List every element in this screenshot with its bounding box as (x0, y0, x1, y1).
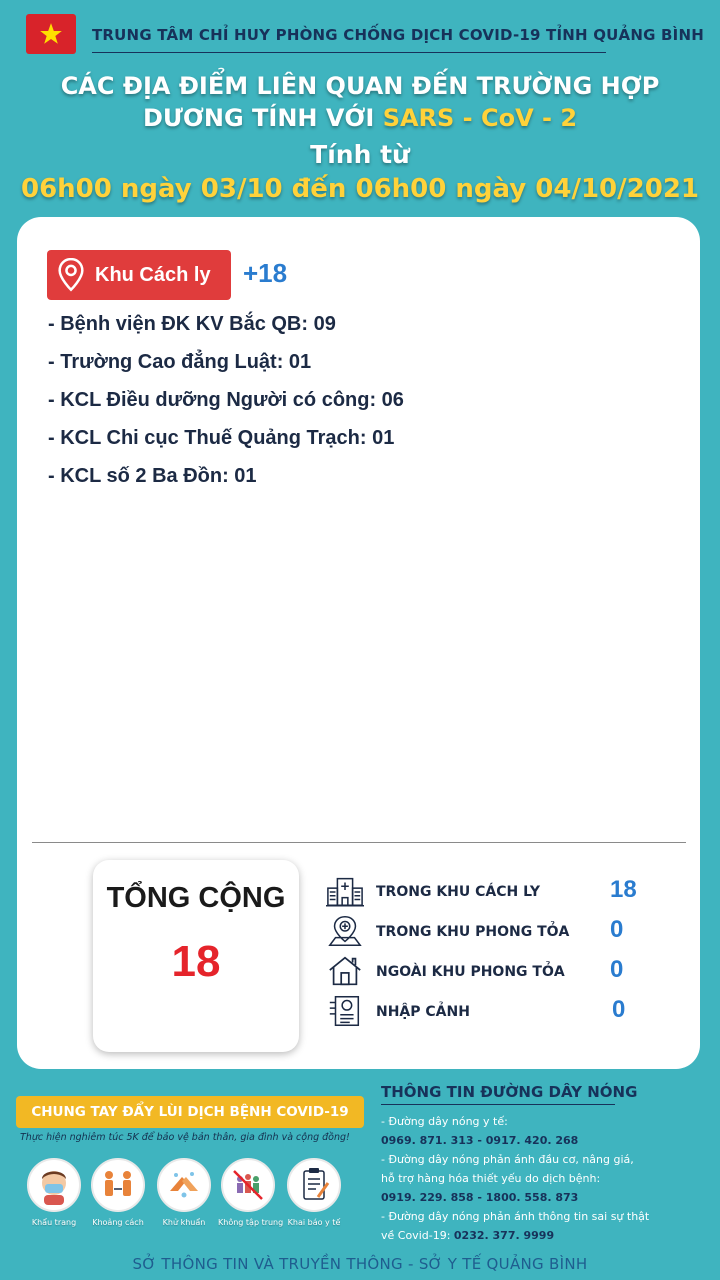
vietnam-flag-icon (26, 14, 76, 54)
card-divider (32, 842, 686, 843)
date-range: 06h00 ngày 03/10 đến 06h00 ngày 04/10/2021 (20, 174, 700, 204)
no-crowd-icon (228, 1165, 268, 1205)
stat-label: NGOÀI KHU PHONG TỎA (376, 964, 565, 980)
lockdown-pin-icon (326, 914, 364, 948)
rule-mask (24, 1158, 84, 1227)
hand-wash-icon (164, 1165, 204, 1205)
stat-value: 0 (610, 916, 624, 943)
title-line-2-prefix: DƯƠNG TÍNH VỚI (142, 104, 375, 132)
hotline-text-last (381, 1226, 701, 1245)
stat-lockdown-inside (326, 914, 656, 950)
campaign-banner: CHUNG TAY ĐẨY LÙI DỊCH BỆNH COVID-19 (16, 1096, 364, 1128)
badge-label: Khu Cách ly (95, 263, 211, 286)
hotline-text: - Đường dây nóng phản ánh thông tin sai sự thật (381, 1210, 650, 1223)
health-declaration-icon (294, 1165, 334, 1205)
hotline-title: THÔNG TIN ĐƯỜNG DÂY NÓNG (381, 1083, 638, 1101)
house-icon (326, 954, 364, 988)
footer: SỞ THÔNG TIN VÀ TRUYỀN THÔNG - SỞ Y TẾ QUẢNG BÌNH (132, 1255, 588, 1273)
mask-icon (34, 1165, 74, 1205)
virus-name: SARS - CoV - 2 (382, 104, 578, 132)
list-item: - Trường Cao đẳng Luật: 01 (48, 351, 312, 373)
list-item: - Bệnh viện ĐK KV Bắc QB: 09 (48, 313, 336, 335)
rule-caption: Khai báo y tế (287, 1218, 341, 1227)
hotline-text: - Đường dây nóng phản ánh đầu cơ, nâng giá, (381, 1153, 634, 1166)
distance-icon (98, 1165, 138, 1205)
hotline-list (381, 1112, 701, 1245)
campaign-subtext: Thực hiện nghiêm túc 5K để bảo vệ bản thân, gia đình và cộng đồng! (20, 1132, 350, 1143)
hotline-text: hỗ trợ hàng hóa thiết yếu do dịch bệnh: (381, 1172, 601, 1185)
rule-distance (88, 1158, 148, 1227)
rule-caption: Không tập trung (218, 1218, 284, 1227)
total-box (93, 860, 299, 1052)
hospital-icon (326, 874, 364, 908)
stat-quarantine (326, 874, 656, 910)
stat-value: 0 (612, 996, 626, 1023)
stat-value: 0 (610, 956, 624, 983)
hotline-text: - Đường dây nóng y tế: (381, 1115, 508, 1128)
passport-icon (326, 994, 364, 1028)
rule-caption: Khử khuẩn (162, 1218, 206, 1227)
hotline-underline (381, 1104, 615, 1105)
rule-caption: Khoảng cách (92, 1218, 144, 1227)
location-list (48, 310, 404, 500)
stat-label: NHẬP CẢNH (376, 1004, 470, 1020)
stat-lockdown-outside (326, 954, 656, 990)
rule-health-declaration (284, 1158, 344, 1227)
stat-label: TRONG KHU PHONG TỎA (376, 924, 570, 940)
list-item: - KCL số 2 Ba Đồn: 01 (48, 465, 257, 487)
hotline-text: về Covid-19: (381, 1229, 451, 1242)
stat-value: 18 (610, 876, 637, 903)
title-line-3: Tính từ (310, 140, 410, 169)
rule-disinfect (154, 1158, 214, 1227)
quarantine-badge (47, 250, 231, 300)
hotline-number: 0919. 229. 858 - 1800. 558. 873 (381, 1191, 579, 1204)
list-item: - KCL Điều dưỡng Người có công: 06 (48, 389, 404, 411)
title-line-2 (0, 104, 720, 132)
rule-no-gathering (218, 1158, 284, 1227)
badge-count: +18 (243, 258, 288, 288)
hotline-number: 0969. 871. 313 - 0917. 420. 268 (381, 1134, 579, 1147)
header-divider (92, 52, 606, 53)
total-label: TỔNG CỘNG (106, 882, 286, 914)
stat-immigration (326, 994, 656, 1030)
location-pin-icon (57, 258, 85, 292)
rule-caption: Khẩu trang (31, 1218, 77, 1227)
stat-label: TRONG KHU CÁCH LY (376, 884, 540, 900)
total-value: 18 (171, 937, 221, 986)
organization-name: TRUNG TÂM CHỈ HUY PHÒNG CHỐNG DỊCH COVID-19 TỈNH QUẢNG BÌNH (92, 26, 704, 44)
hotline-number: 0232. 377. 9999 (453, 1229, 555, 1242)
title-line-1: CÁC ĐỊA ĐIỂM LIÊN QUAN ĐẾN TRƯỜNG HỢP (60, 72, 660, 100)
list-item: - KCL Chi cục Thuế Quảng Trạch: 01 (48, 427, 395, 449)
